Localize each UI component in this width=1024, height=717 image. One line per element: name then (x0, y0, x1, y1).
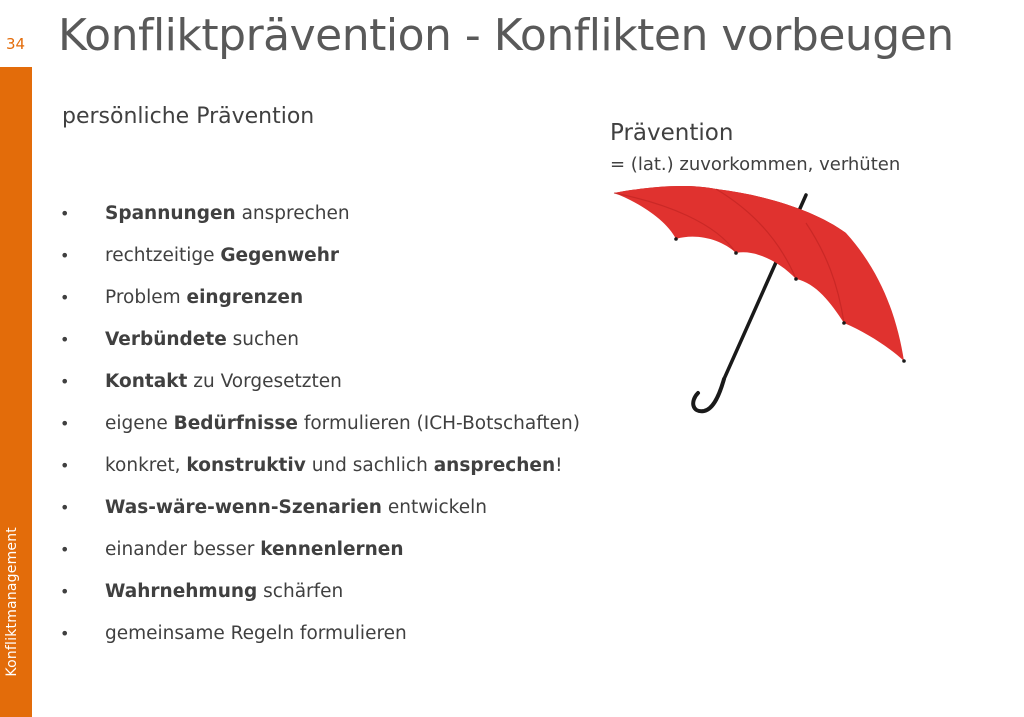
definition-text: = (lat.) zuvorkommen, verhüten (610, 154, 901, 175)
bullet-text: konkret, (105, 455, 187, 476)
bullet-text: suchen (226, 329, 299, 350)
bullet-item (60, 284, 580, 326)
bullet-text: entwickeln (381, 497, 487, 518)
bullet-keyword: Kontakt (105, 371, 188, 392)
bullet-dot: • (60, 246, 70, 265)
bullet-list (60, 200, 580, 662)
bullet-text: ansprechen (235, 203, 350, 224)
bullet-dot: • (60, 624, 70, 643)
bullet-item (60, 242, 580, 284)
bullet-keyword: konstruktiv (186, 455, 306, 476)
bullet-text: schärfen (257, 581, 344, 602)
bullet-keyword: kennenlernen (260, 539, 404, 560)
section-subheading: persönliche Prävention (62, 104, 315, 129)
bullet-text: eigene (105, 413, 174, 434)
bullet-item (60, 494, 580, 536)
bullet-item (60, 452, 580, 494)
bullet-text: ! (555, 455, 563, 476)
bullet-dot: • (60, 414, 70, 433)
sidebar-label: Konfliktmanagement (4, 527, 20, 677)
bullet-item (60, 620, 580, 662)
slide-title: Konfliktprävention - Konflikten vorbeugen (58, 10, 954, 61)
umbrella-image (606, 183, 908, 419)
bullet-dot: • (60, 204, 70, 223)
bullet-text: gemeinsame Regeln formulieren (105, 623, 407, 644)
definition-term: Prävention (610, 120, 734, 146)
bullet-dot: • (60, 330, 70, 349)
bullet-text: einander besser (105, 539, 261, 560)
bullet-keyword: Bedürfnisse (173, 413, 298, 434)
bullet-dot: • (60, 540, 70, 559)
bullet-keyword: Wahrnehmung (105, 581, 258, 602)
bullet-dot: • (60, 498, 70, 517)
bullet-item (60, 326, 580, 368)
sidebar-accent-bar (0, 67, 32, 717)
bullet-text: Problem (105, 287, 187, 308)
bullet-item (60, 536, 580, 578)
bullet-text: rechtzeitige (105, 245, 221, 266)
bullet-item (60, 410, 580, 452)
bullet-text: zu Vorgesetzten (187, 371, 342, 392)
umbrella-handle (693, 379, 724, 411)
page-number: 34 (6, 35, 26, 53)
bullet-text: formulieren (ICH-Botschaften) (297, 413, 580, 434)
bullet-item (60, 200, 580, 242)
bullet-keyword: Was-wäre-wenn-Szenarien (105, 497, 382, 518)
umbrella-canopy (614, 186, 904, 361)
bullet-keyword: ansprechen (433, 455, 556, 476)
bullet-keyword: Gegenwehr (220, 245, 339, 266)
bullet-dot: • (60, 372, 70, 391)
bullet-keyword: Verbündete (105, 329, 227, 350)
bullet-keyword: Spannungen (105, 203, 236, 224)
bullet-item (60, 578, 580, 620)
bullet-dot: • (60, 456, 70, 475)
bullet-keyword: eingrenzen (186, 287, 304, 308)
bullet-text: und sachlich (305, 455, 434, 476)
bullet-item (60, 368, 580, 410)
bullet-dot: • (60, 288, 70, 307)
bullet-dot: • (60, 582, 70, 601)
